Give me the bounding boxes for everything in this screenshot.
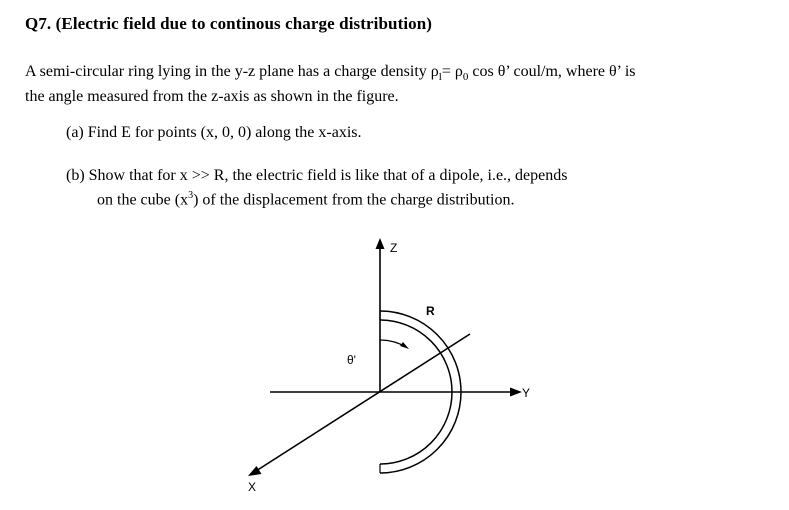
statement-text-3: cos θ’ coul/m, where θ’ is <box>468 63 636 80</box>
part-b-line-2-post: ) of the displacement from the charge distribution. <box>193 191 515 209</box>
part-a: (a) Find E for points (x, 0, 0) along the x-axis. <box>66 124 362 141</box>
question-title: Q7. (Electric field due to continous charge distribution) <box>25 14 433 33</box>
ring-figure <box>230 232 540 502</box>
label-x: X <box>248 480 257 494</box>
label-z: Z <box>390 241 398 255</box>
label-r: R <box>426 304 435 318</box>
z-axis-arrowhead <box>376 238 385 249</box>
part-b-line-2-pre: on the cube (x <box>97 191 189 209</box>
part-b-line-1: (b) Show that for x >> R, the electric field is like that of a dipole, i.e., depends <box>66 167 568 184</box>
statement-text-2: = <box>441 63 455 80</box>
x-axis-arrowhead <box>248 466 262 476</box>
problem-statement <box>25 62 765 106</box>
rho-subscript: l <box>438 71 442 84</box>
statement-text-1: A semi-circular ring lying in the y-z plane has a charge density <box>25 63 431 80</box>
label-y: Y <box>522 386 531 400</box>
y-axis-arrowhead <box>510 388 522 397</box>
rho0-subscript: 0 <box>462 71 469 84</box>
part-b-line-2 <box>66 186 726 210</box>
label-theta: θ' <box>347 353 356 367</box>
rho0-symbol: ρ <box>454 63 463 80</box>
cube-superscript: 3 <box>188 190 194 201</box>
angle-arrowhead <box>400 342 409 349</box>
part-b <box>66 166 726 210</box>
statement-line-2: the angle measured from the z-axis as shown in the figure. <box>25 88 399 106</box>
rho-symbol: ρ <box>430 63 439 80</box>
x-axis <box>256 334 470 471</box>
